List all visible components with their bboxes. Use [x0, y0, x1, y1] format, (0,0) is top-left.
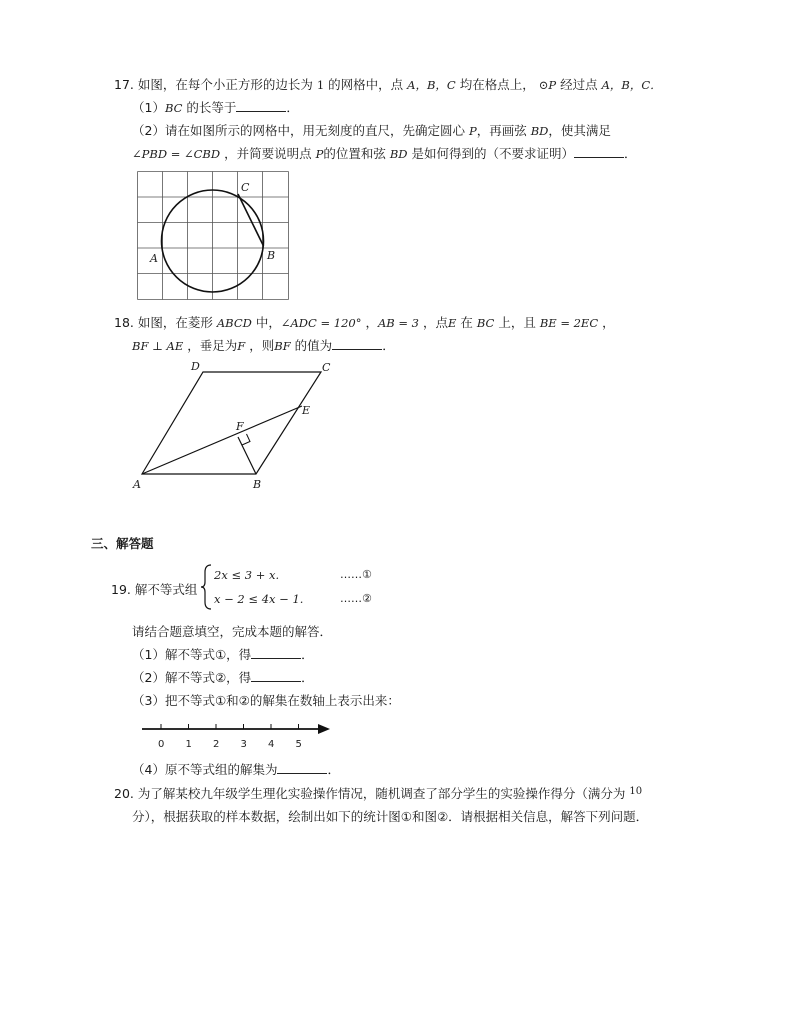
- q18-rhombus-figure: [132, 360, 332, 490]
- q18-line1: [114, 314, 615, 332]
- q18-label-a: A: [133, 478, 141, 491]
- q18-text-g: ，点: [422, 315, 448, 330]
- q18-text-d: ，则: [249, 338, 275, 353]
- q20-max-score: 10: [629, 786, 643, 797]
- q17-part2-bd2: BD: [389, 147, 408, 161]
- q18-end: ．: [382, 338, 395, 353]
- q17-text-c: 的网格中，点: [328, 77, 404, 92]
- q18-answer-blank[interactable]: [332, 337, 382, 350]
- q17-text-g: 经过点: [560, 77, 598, 92]
- q17-text-e: 均在格点上，: [459, 77, 535, 92]
- q17-label-c: C: [241, 181, 250, 194]
- q18-text-m: ，: [602, 315, 615, 330]
- q17-part2-p: P: [468, 124, 477, 138]
- q17-part2-g: ，并简要说明点: [224, 146, 312, 161]
- q17-answer-blank-1[interactable]: [236, 99, 286, 112]
- q18-ab: AB = 3: [377, 316, 419, 330]
- q18-perp: BF ⊥ AE: [132, 339, 184, 353]
- q18-text-k: 上，且: [498, 315, 536, 330]
- number-line-tick-label: 1: [185, 739, 192, 750]
- q18-text-i: 在: [460, 315, 473, 330]
- q18-angle: ∠ADC = 120°: [280, 316, 362, 330]
- q17-part2-k: 是如何得到的（不要求证明）: [411, 146, 575, 161]
- q19-part2-text: （2）解不等式②，得: [132, 670, 252, 685]
- q19-part3: （3）把不等式①和②的解集在数轴上表示出来：: [132, 693, 400, 708]
- q17-part2-c: ，再画弦: [476, 123, 527, 138]
- q17-label-a: A: [150, 252, 158, 265]
- q17-part1-text: 的长等于: [186, 100, 237, 115]
- q18-text-c: 中，: [255, 315, 281, 330]
- q19-ineq1: 2x ≤ 3 + x.: [214, 568, 280, 582]
- q17-part2-end: ．: [624, 146, 637, 161]
- q18-label-b: B: [253, 478, 262, 491]
- section-title: 三、解答题: [91, 536, 154, 551]
- q18-be: BE = 2EC: [539, 316, 599, 330]
- q19-ineq2-tag: ……②: [340, 592, 372, 605]
- q17-part2-line2: [132, 145, 637, 163]
- q17-part2-bd: BD: [530, 124, 549, 138]
- q17-part2-i: 的位置和弦: [323, 146, 386, 161]
- q18-text-e: ，: [365, 315, 378, 330]
- q17-part1-end: ．: [286, 100, 299, 115]
- q17-circle-p: ⊙P: [538, 78, 557, 92]
- q18-label-d: D: [191, 360, 200, 373]
- q18-text-f: 的值为: [294, 338, 333, 353]
- q17-text-a: 17. 如图，在每个小正方形的边长为: [114, 77, 313, 92]
- q20-line1: [114, 785, 642, 805]
- q19-answer-blank-1[interactable]: [251, 646, 301, 659]
- q17-part2-a: （2）请在如图所示的网格中，用无刻度的直尺，先确定圆心: [132, 123, 465, 138]
- q19-part2: [132, 669, 314, 687]
- q17-part2-p2: P: [315, 147, 324, 161]
- q19-part1-end: ．: [301, 647, 314, 662]
- q18-e: E: [447, 316, 457, 330]
- q17-part1-num: （1）: [132, 100, 165, 115]
- q17-part2-angle: ∠PBD = ∠CBD: [132, 147, 221, 161]
- q18-line2: [132, 337, 395, 355]
- q18-right-angle-mark: [242, 434, 250, 445]
- q18-bc: BC: [476, 316, 495, 330]
- q18-rhombus: [142, 372, 321, 474]
- q19-answer-blank-2[interactable]: [251, 669, 301, 682]
- number-line-ticks: [158, 724, 302, 750]
- number-line-tick-label: 4: [268, 739, 275, 750]
- q19-part1: [132, 646, 314, 664]
- q19-part4: [132, 761, 340, 779]
- q17-points-2: A，B，C．: [601, 78, 662, 92]
- q17-points: A，B，C: [407, 78, 456, 92]
- q19-part2-end: ．: [301, 670, 314, 685]
- q19-part1-text: （1）解不等式①，得: [132, 647, 252, 662]
- q17-label-b: B: [267, 249, 276, 262]
- q19-intro: 19. 解不等式组: [111, 582, 198, 597]
- q18-label-e: E: [302, 404, 311, 417]
- q17-part2-line1: [132, 122, 611, 140]
- q17-line1: [114, 76, 662, 94]
- q18-bf: BF: [274, 339, 291, 353]
- q18-text-b: ，垂足为: [187, 338, 238, 353]
- q19-ineq2: x − 2 ≤ 4x − 1.: [214, 592, 304, 606]
- q17-grid-figure: [137, 171, 289, 300]
- q19-number-line: [142, 720, 332, 750]
- q18-text-a: 18. 如图，在菱形: [114, 315, 213, 330]
- q18-abcd: ABCD: [216, 316, 252, 330]
- q20-text-a: 20. 为了解某校九年级学生理化实验操作情况，随机调查了部分学生的实验操作得分（满分为: [114, 786, 626, 801]
- number-line-arrow: [318, 724, 330, 734]
- number-line-tick-label: 5: [295, 739, 302, 750]
- q17-part1: [132, 99, 299, 117]
- number-line-tick-label: 2: [213, 739, 220, 750]
- number-line-tick-label: 0: [158, 739, 165, 750]
- q20-line2: 分），根据获取的样本数据，绘制出如下的统计图①和图②．请根据相关信息，解答下列问题．: [132, 809, 649, 824]
- q17-answer-blank-2[interactable]: [574, 145, 624, 158]
- q18-f: F: [237, 339, 246, 353]
- q19-part4-end: ．: [327, 762, 340, 777]
- q18-label-c: C: [322, 361, 331, 374]
- q19-brace: [201, 564, 213, 610]
- q18-label-f: F: [236, 420, 244, 433]
- q19-answer-blank-4[interactable]: [277, 761, 327, 774]
- q17-part1-bc: BC: [164, 101, 183, 115]
- number-line-tick-label: 3: [240, 739, 247, 750]
- q19-part4-text: （4）原不等式组的解集为: [132, 762, 278, 777]
- q17-part2-e: ，使其满足: [548, 123, 611, 138]
- q17-num-1: 1: [316, 78, 325, 92]
- q19-ineq1-tag: ……①: [340, 568, 372, 581]
- q19-prompt: 请结合题意填空，完成本题的解答．: [132, 624, 333, 639]
